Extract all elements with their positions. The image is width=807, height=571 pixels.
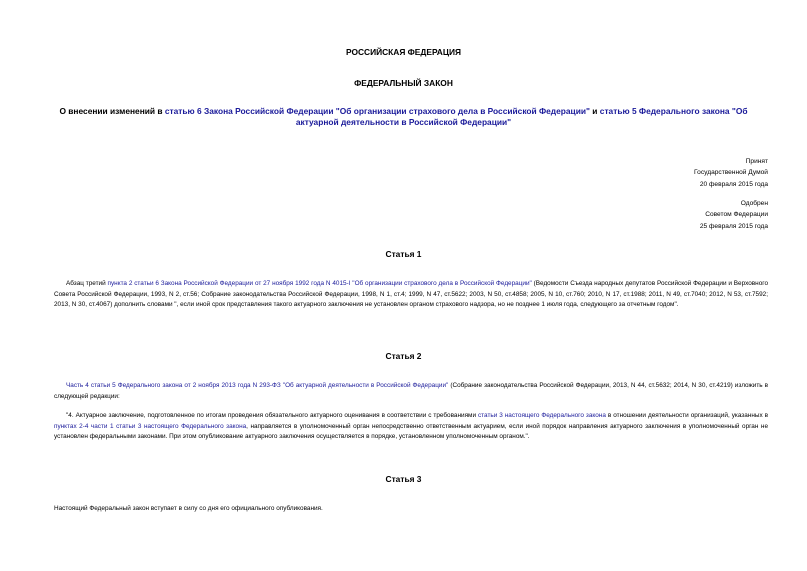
approval-line-3: 25 февраля 2015 года <box>699 222 768 230</box>
law-type-heading: ФЕДЕРАЛЬНЫЙ ЗАКОН <box>354 78 453 88</box>
article-2-paragraph-1 <box>54 381 768 402</box>
title-text-2: и <box>589 106 600 116</box>
article-3-paragraph: Настоящий Федеральный закон вступает в силу со дня его официального опубликования. <box>54 505 323 512</box>
adoption-line-1: Принят <box>745 158 768 165</box>
title-link-article-5[interactable]: статью 5 Федерального закона "Об актуарной деятельности в Российской Федерации" <box>295 106 748 127</box>
adoption-line-2: Государственной Думой <box>694 169 768 177</box>
approval-block <box>568 198 768 232</box>
article-2-paragraph-2 <box>54 411 768 443</box>
article-2-quote-text-1: "4. Актуарное заключение, подготовленное по итогам проведения обязательного актуарного оценивания в соответствии с требованиями <box>66 412 478 419</box>
article-1-text-1: Абзац третий <box>66 280 108 287</box>
article-2-quote-link-1[interactable]: статьи 3 настоящего Федерального закона <box>477 412 606 419</box>
document-title <box>40 106 767 128</box>
article-1-heading: Статья 1 <box>385 249 422 259</box>
adoption-line-3: 20 февраля 2015 года <box>699 180 768 188</box>
approval-line-1: Одобрен <box>740 200 768 207</box>
article-2-quote-text-2: в отношении деятельности организаций, указанных в <box>605 412 768 419</box>
article-2-text: (Собрание законодательства Российской Федерации, 2013, N 44, ст.5632; 2014, N 30, ст.4219) изложить в следующей редакции: <box>54 382 769 400</box>
article-1-link[interactable]: пункта 2 статьи 6 Закона Российской Федерации от 27 ноября 1992 года N 4015-I "Об организации страхового дела в Российской Федерации" <box>107 280 532 287</box>
adoption-block <box>568 156 768 190</box>
article-2-link[interactable]: Часть 4 статьи 5 Федерального закона от 2 ноября 2013 года N 293-ФЗ "Об актуарной деятельности в Российской Федерации" <box>66 382 449 389</box>
article-3-heading: Статья 3 <box>385 474 422 484</box>
title-link-article-6[interactable]: статью 6 Закона Российской Федерации "Об организации страхового дела в Российской Федерации" <box>164 106 590 116</box>
article-2-quote-link-2[interactable]: пунктах 2-4 части 1 статьи 3 настоящего Федерального закона <box>54 422 247 430</box>
article-2-heading: Статья 2 <box>385 351 422 361</box>
country-heading: РОССИЙСКАЯ ФЕДЕРАЦИЯ <box>345 47 462 57</box>
approval-line-2: Советом Федерации <box>705 211 768 219</box>
title-text-1: О внесении изменений в <box>59 106 165 116</box>
article-1-paragraph <box>54 279 768 311</box>
article-1-text-2: (Ведомости Съезда народных депутатов Российской Федерации и Верховного Совета Российской Федерации, 1993, N 2, ст.56; Собрание законодательства Российской Федерации, 1998, N 1, ст.4; 1999, N 47, ст.5622; 2003, N 50, ст.4858; 2005, N 10, ст.760; 2010, N 17, ст.1988; 2011, N 49, ст.7040; 2012, N 53, ст.7592; 2013, N 30, ст.4067) дополнить словами ", если иной срок представления такого актуарного заключения не установлен органом страхового надзора, но не позднее 1 июля года, следующего за отчетным годом". <box>54 280 768 309</box>
article-2-quote-text-3: , направляется в уполномоченный орган непосредственно ответственным актуарием, если иной порядок направления актуарного заключения в уполномоченный орган не установлен федеральными законами. При этом опубликование актуарного заключения осуществляется в порядке, установленном уполномоченным органом.". <box>54 422 768 441</box>
